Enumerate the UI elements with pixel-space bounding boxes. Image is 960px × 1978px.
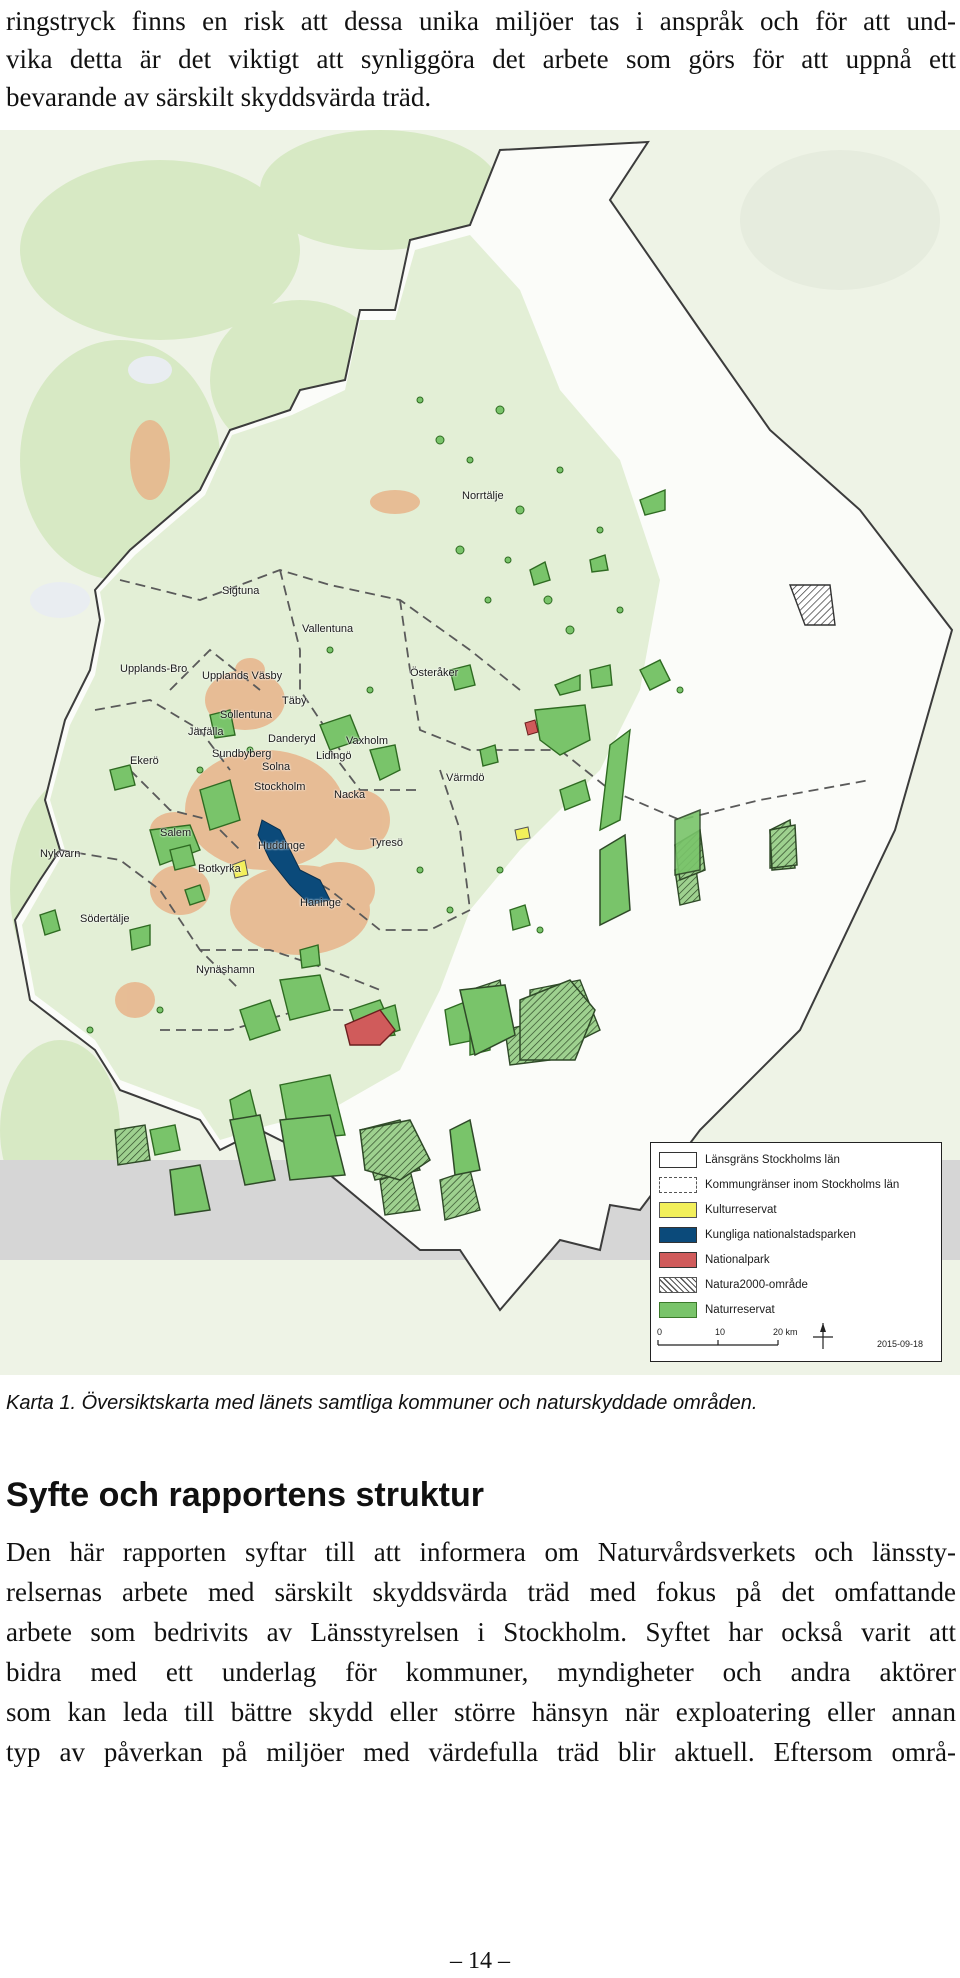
legend-label: Naturreservat: [705, 1304, 775, 1316]
overview-map: [0, 130, 960, 1375]
place-label-upplands-vasby: Upplands Väsby: [202, 670, 283, 682]
legend-item-royal-park: [659, 1226, 856, 1244]
natura2000-swatch: [659, 1277, 697, 1293]
body-line: typ av påverkan på miljöer med värdefulla träd blir aktuell. Eftersom områ-: [6, 1737, 956, 1767]
legend-item-municipality-borders: [659, 1176, 899, 1194]
national-park: [525, 720, 538, 735]
scale-label: 10: [715, 1327, 726, 1337]
body-line: relsernas arbete med särskilt skyddsvärda träd med fokus på det omfattande: [6, 1577, 956, 1607]
body-line: Den här rapporten syftar till att informera om Naturvårdsverkets och länssty-: [6, 1537, 956, 1567]
legend-label: Kommungränser inom Stockholms län: [705, 1179, 900, 1191]
map-date: 2015-09-18: [877, 1339, 924, 1349]
scale-label: 20 km: [773, 1327, 798, 1337]
place-label-nykvarn: Nykvarn: [40, 848, 81, 860]
place-label-osteraker: Österåker: [410, 667, 459, 679]
place-label-danderyd: Danderyd: [268, 733, 316, 745]
body-line: bidra med ett underlag för kommuner, myndigheter och andra aktörer: [6, 1657, 956, 1687]
place-label-jarfalla: Järfälla: [188, 726, 224, 738]
place-label-sollentuna: Sollentuna: [220, 709, 272, 721]
place-label-vaxholm: Vaxholm: [346, 735, 388, 747]
legend-label: Natura2000-område: [705, 1279, 808, 1291]
map-caption: Karta 1. Översiktskarta med länets samtliga kommuner och naturskyddade områden.: [6, 1392, 758, 1414]
legend-item-national-park: [659, 1251, 770, 1269]
county-border-swatch: [659, 1152, 697, 1168]
national-park-swatch: [659, 1252, 697, 1268]
body-line: arbete som bedrivits av Länsstyrelsen i Stockholm. Syftet har också varit att: [6, 1617, 956, 1647]
place-label-ekero: Ekerö: [130, 755, 159, 767]
legend-scale-bar: [657, 1339, 787, 1349]
place-label-norrtalje: Norrtälje: [462, 490, 504, 502]
place-label-lidingo: Lidingö: [316, 750, 352, 762]
place-label-nynashamn: Nynäshamn: [196, 964, 255, 976]
royal-park-swatch: [659, 1227, 697, 1243]
legend-label: Länsgräns Stockholms län: [705, 1154, 840, 1166]
place-label-huddinge: Huddinge: [258, 840, 306, 852]
place-label-tyreso: Tyresö: [370, 837, 404, 849]
page-number: – 14 –: [450, 1948, 510, 1974]
place-label-botkyrka: Botkyrka: [198, 863, 241, 875]
place-label-stockholm: Stockholm: [254, 781, 306, 793]
place-label-haninge: Haninge: [300, 897, 341, 909]
municipality-border-swatch: [659, 1177, 697, 1193]
intro-line: ringstryck finns en risk att dessa unika miljöer tas i anspråk och för att und-: [6, 6, 956, 36]
nature-reserve-swatch: [659, 1302, 697, 1318]
legend-label: Kungliga nationalstadsparken: [705, 1229, 856, 1241]
map-legend: [650, 1142, 942, 1362]
compass-icon: [811, 1321, 835, 1351]
scale-label: 0: [657, 1327, 663, 1337]
place-label-sundbyberg: Sundbyberg: [212, 748, 272, 760]
legend-item-nature-reserve: [659, 1301, 775, 1319]
legend-item-natura2000: [659, 1276, 808, 1294]
place-label-nacka: Nacka: [334, 789, 366, 801]
intro-paragraph: [6, 2, 956, 116]
legend-label: Kulturreservat: [705, 1204, 777, 1216]
intro-line: bevarande av särskilt skyddsvärda träd.: [6, 82, 432, 112]
legend-item-cultural-reserve: [659, 1201, 777, 1219]
legend-item-county-border: [659, 1151, 840, 1169]
intro-line: vika detta är det viktigt att synliggöra det arbete som görs för att uppnå ett: [6, 44, 956, 74]
legend-label: Nationalpark: [705, 1254, 770, 1266]
place-label-sigtuna: Sigtuna: [222, 585, 260, 597]
place-label-vallentuna: Vallentuna: [302, 623, 354, 635]
cultural-reserve-swatch: [659, 1202, 697, 1218]
place-label-taby: Täby: [282, 695, 307, 707]
section-heading: Syfte och rapportens struktur: [6, 1476, 484, 1514]
place-label-varmdo: Värmdö: [446, 772, 485, 784]
body-line: som kan leda till bättre skydd eller större hänsyn när exploatering eller annan: [6, 1697, 956, 1727]
place-label-sodertalje: Södertälje: [80, 913, 130, 925]
place-label-upplands-bro: Upplands-Bro: [120, 663, 188, 675]
place-label-salem: Salem: [160, 827, 192, 839]
place-label-solna: Solna: [262, 761, 291, 773]
body-paragraph: [6, 1532, 956, 1772]
